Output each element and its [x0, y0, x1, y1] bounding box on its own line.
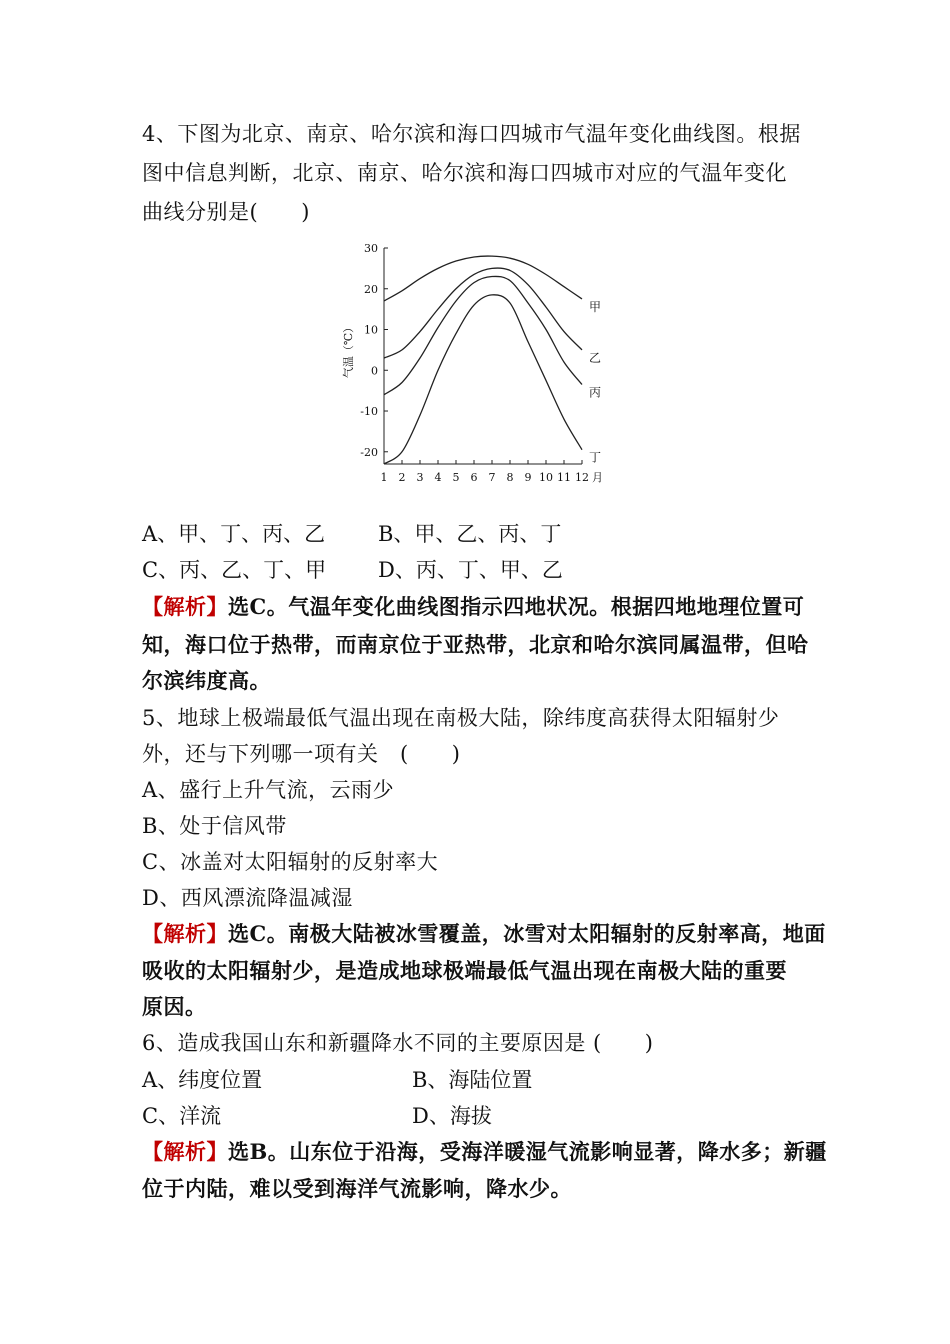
q5-option-b: B、处于信风带	[142, 814, 287, 838]
q4-option-d: D、丙、丁、甲、乙	[378, 558, 563, 582]
q5-analysis-line-3: 原因。	[142, 994, 207, 1019]
chart-series-labels	[589, 300, 601, 465]
chart-series-label: 甲	[589, 299, 602, 314]
q5-analysis-line-2: 吸收的太阳辐射少，是造成地球极端最低气温出现在南极大陆的重要	[142, 958, 787, 983]
chart-x-axis-unit: 月	[592, 471, 603, 484]
q4-stem-line-3: 曲线分别是( )	[142, 200, 310, 224]
q4-analysis-line-1	[142, 589, 804, 625]
q6-stem: 6、造成我国山东和新疆降水不同的主要原因是 ( )	[142, 1031, 654, 1055]
chart-series-line-4	[384, 295, 582, 464]
q6-option-b: B、海陆位置	[412, 1068, 533, 1092]
q4-option-a: A、甲、丁、丙、乙	[142, 522, 326, 546]
analysis-tag: 【解析】	[142, 1139, 228, 1164]
chart-x-tick-label: 8	[506, 471, 514, 484]
chart-x-tick-label: 12	[575, 471, 589, 484]
temperature-chart	[336, 238, 606, 490]
analysis-tag: 【解析】	[142, 921, 228, 946]
q5-option-a: A、盛行上升气流，云雨少	[142, 778, 395, 802]
q5-stem-line-2: 外，还与下列哪一项有关 ( )	[142, 742, 461, 766]
chart-y-axis-label: 气温（℃）	[342, 321, 355, 379]
chart-x-tick-label: 2	[398, 471, 406, 484]
q4-analysis-text-1: 选C。气温年变化曲线图指示四地状况。根据四地地理位置可	[228, 594, 805, 619]
chart-y-tick-label: 30	[364, 242, 378, 255]
q4-option-c: C、丙、乙、丁、甲	[142, 558, 327, 582]
chart-series-label: 丁	[589, 450, 602, 465]
q6-option-a: A、纬度位置	[142, 1068, 263, 1092]
q4-analysis-line-3: 尔滨纬度高。	[142, 668, 271, 693]
q6-analysis-line-1	[142, 1134, 827, 1170]
chart-x-tick-label: 7	[488, 471, 496, 484]
chart-series	[384, 256, 582, 464]
chart-x-tick-label: 9	[524, 471, 532, 484]
q6-option-d: D、海拔	[412, 1104, 492, 1128]
chart-series-label: 丙	[589, 385, 602, 400]
chart-x-tick-label: 1	[380, 471, 388, 484]
q4-analysis-line-2: 知，海口位于热带，而南京位于亚热带，北京和哈尔滨同属温带，但哈	[142, 632, 809, 657]
q6-analysis-text-1: 选B。山东位于沿海，受海洋暖湿气流影响显著，降水多；新疆	[228, 1139, 827, 1164]
q4-option-b: B、甲、乙、丙、丁	[378, 522, 562, 546]
chart-y-tick-label: -10	[360, 405, 378, 419]
q5-stem-line-1: 5、地球上极端最低气温出现在南极大陆，除纬度高获得太阳辐射少	[142, 706, 780, 730]
q5-analysis-line-1	[142, 916, 826, 952]
q4-stem-line-2: 图中信息判断，北京、南京、哈尔滨和海口四城市对应的气温年变化	[142, 161, 787, 185]
q5-option-c: C、冰盖对太阳辐射的反射率大	[142, 850, 439, 874]
chart-y-tick-label: 0	[371, 364, 378, 378]
chart-x-tick-label: 10	[539, 471, 553, 484]
chart-series-line-2	[384, 268, 582, 358]
chart-axes	[384, 248, 582, 464]
chart-x-tick-label: 5	[452, 471, 460, 484]
q5-option-d: D、西风漂流降温减湿	[142, 886, 353, 910]
q5-analysis-text-1: 选C。南极大陆被冰雪覆盖，冰雪对太阳辐射的反射率高，地面	[228, 921, 826, 946]
chart-y-tick-label: 10	[364, 323, 378, 337]
chart-x-tick-label: 11	[557, 471, 571, 484]
q6-analysis-line-2: 位于内陆，难以受到海洋气流影响，降水少。	[142, 1176, 572, 1201]
chart-series-line-3	[384, 276, 582, 394]
chart-x-tick-label: 3	[416, 471, 424, 484]
q6-option-c: C、洋流	[142, 1104, 222, 1128]
chart-y-tick-label: -20	[360, 445, 378, 459]
analysis-tag: 【解析】	[142, 594, 228, 619]
q4-stem-line-1: 4、下图为北京、南京、哈尔滨和海口四城市气温年变化曲线图。根据	[142, 122, 801, 146]
chart-x-tick-label: 4	[434, 471, 442, 484]
chart-x-tick-label: 6	[470, 471, 478, 484]
chart-series-label: 乙	[589, 350, 602, 365]
chart-y-tick-label: 20	[364, 282, 378, 296]
